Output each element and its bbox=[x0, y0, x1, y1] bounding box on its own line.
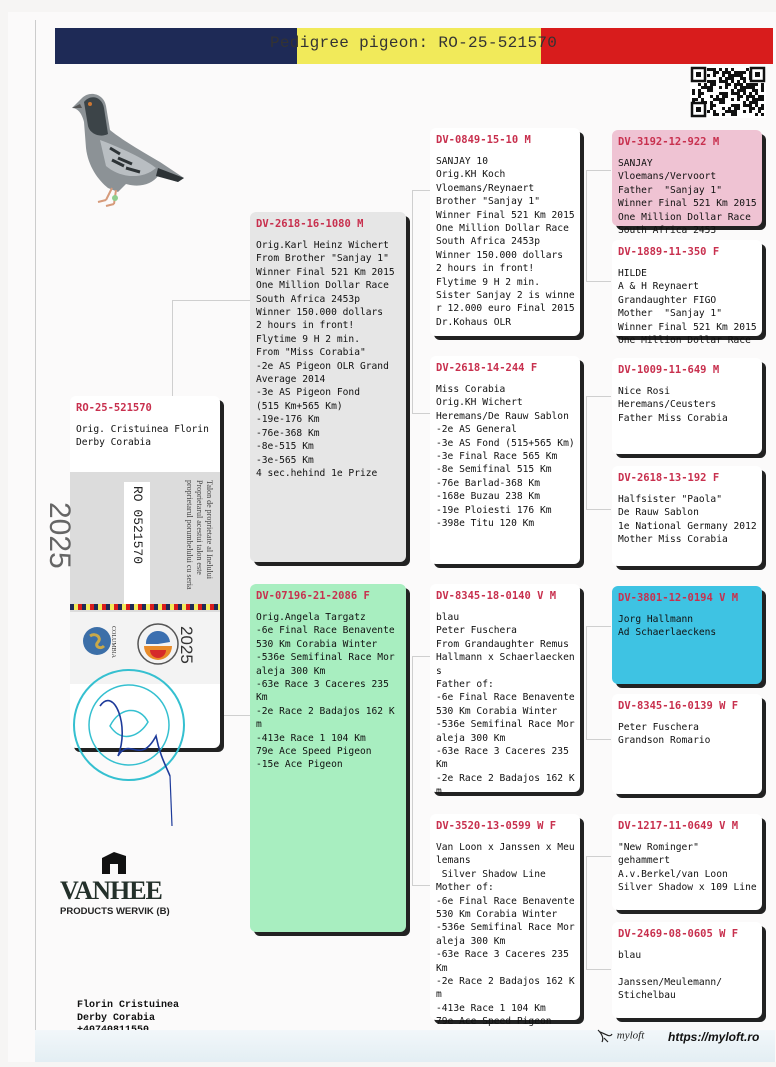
qr-module bbox=[749, 107, 752, 110]
qr-module bbox=[731, 74, 734, 77]
qr-module bbox=[734, 74, 737, 77]
qr-module bbox=[734, 92, 737, 95]
qr-module bbox=[725, 86, 728, 89]
qr-module bbox=[728, 83, 731, 86]
great-grandparent-ring-number: DV-8345-16-0139 W F bbox=[618, 700, 739, 712]
qr-module bbox=[752, 83, 755, 86]
great-grandparent-details: SANJAY Vloemans/Vervoort Father "Sanjay 1" Winner Final 521 Km 2015 One Million Dollar Race South Africa 2453 bbox=[618, 158, 757, 237]
qr-module bbox=[761, 95, 764, 98]
qr-module bbox=[737, 95, 740, 98]
great-grandparent-details: blau Janssen/Meulemann/ Stichelbau bbox=[618, 950, 722, 1002]
qr-module bbox=[758, 107, 761, 110]
qr-module bbox=[710, 80, 713, 83]
great-grandparent-card[interactable] bbox=[612, 466, 762, 566]
qr-module bbox=[731, 98, 734, 101]
grandparent-card[interactable] bbox=[430, 584, 580, 798]
flag-band-blue bbox=[55, 28, 297, 64]
qr-module bbox=[752, 89, 755, 92]
qr-module bbox=[734, 86, 737, 89]
columbia-logo-icon bbox=[134, 620, 182, 668]
qr-module bbox=[710, 68, 713, 71]
qr-module bbox=[719, 86, 722, 89]
club-stamp bbox=[70, 666, 188, 784]
vanhee-name: VANHEE bbox=[60, 876, 162, 905]
qr-module bbox=[710, 89, 713, 92]
great-grandparent-ring-number: DV-3801-12-0194 V M bbox=[618, 592, 739, 604]
great-grandparent-card[interactable] bbox=[612, 814, 762, 910]
qr-module bbox=[737, 89, 740, 92]
sire-card[interactable] bbox=[250, 212, 406, 562]
qr-module bbox=[737, 98, 740, 101]
qr-module bbox=[737, 71, 740, 74]
qr-module bbox=[725, 110, 728, 113]
qr-module bbox=[719, 92, 722, 95]
talon-ring-number: RO 0521570 bbox=[130, 486, 145, 565]
great-grandparent-card[interactable] bbox=[612, 922, 762, 1018]
qr-module bbox=[716, 71, 719, 74]
qr-module bbox=[740, 83, 743, 86]
qr-module bbox=[731, 77, 734, 80]
qr-module bbox=[746, 104, 749, 107]
qr-module bbox=[734, 71, 737, 74]
qr-module bbox=[743, 80, 746, 83]
connector-gp2 bbox=[586, 396, 611, 510]
qr-module bbox=[692, 89, 695, 92]
qr-module bbox=[713, 110, 716, 113]
qr-module bbox=[749, 92, 752, 95]
qr-module bbox=[722, 107, 725, 110]
qr-module bbox=[752, 98, 755, 101]
qr-module bbox=[713, 98, 716, 101]
qr-module bbox=[755, 89, 758, 92]
qr-module bbox=[722, 80, 725, 83]
qr-module bbox=[713, 113, 716, 116]
qr-module bbox=[752, 86, 755, 89]
qr-module bbox=[710, 104, 713, 107]
talon-text-line: proprietarul porumbelului cu seria bbox=[185, 480, 194, 590]
qr-module bbox=[746, 68, 749, 71]
qr-module bbox=[704, 83, 707, 86]
qr-module bbox=[710, 101, 713, 104]
footer-band bbox=[35, 1030, 775, 1062]
columbia-label: COLUMBIA bbox=[110, 626, 116, 659]
great-grandparent-details: "New Rominger" gehammert A.v.Berkel/van Loon Silver Shadow x 109 Line bbox=[618, 842, 757, 894]
grandparent-card[interactable] bbox=[430, 128, 580, 336]
qr-module bbox=[737, 83, 740, 86]
grandparent-details: Miss Corabia Orig.KH Wichert Heremans/De Rauw Sablon -2e AS General -3e AS Fond (515+565 Km) -3e Final Race 565 Km -8e Semifinal 515 Km -76e Barlad-368 Km -168e Buzau 238 Km -19e Ploiesti 176 Km -398e Titu 120 Km bbox=[436, 384, 575, 530]
qr-module bbox=[713, 74, 716, 77]
tricolor-stripe bbox=[70, 604, 220, 610]
qr-module bbox=[725, 95, 728, 98]
qr-module bbox=[713, 80, 716, 83]
qr-module bbox=[734, 83, 737, 86]
qr-module bbox=[719, 80, 722, 83]
subject-ring-number: RO-25-521570 bbox=[76, 402, 152, 414]
qr-module bbox=[728, 74, 731, 77]
qr-module bbox=[740, 86, 743, 89]
grandparent-ring-number: DV-2618-14-244 F bbox=[436, 362, 538, 374]
qr-module bbox=[746, 95, 749, 98]
qr-module bbox=[710, 83, 713, 86]
page-edge bbox=[35, 20, 36, 1062]
qr-module bbox=[710, 95, 713, 98]
qr-module bbox=[716, 95, 719, 98]
qr-module bbox=[761, 89, 764, 92]
qr-module bbox=[701, 92, 704, 95]
qr-module bbox=[755, 98, 758, 101]
great-grandparent-details: Jorg Hallmann Ad Schaerlaeckens bbox=[618, 614, 717, 639]
qr-module bbox=[731, 110, 734, 113]
myloft-bird-icon bbox=[596, 1028, 614, 1044]
qr-module bbox=[713, 68, 716, 71]
talon-text-line: Talon de proprietate al Inelului bbox=[205, 480, 214, 579]
qr-module bbox=[728, 107, 731, 110]
qr-module bbox=[749, 95, 752, 98]
qr-module bbox=[743, 89, 746, 92]
great-grandparent-card[interactable] bbox=[612, 130, 762, 237]
qr-module bbox=[701, 86, 704, 89]
connector-gp4 bbox=[586, 856, 611, 970]
qr-module bbox=[731, 92, 734, 95]
qr-module bbox=[737, 74, 740, 77]
qr-module bbox=[761, 98, 764, 101]
great-grandparent-details: Nice Rosi Heremans/Ceusters Father Miss Corabia bbox=[618, 386, 728, 424]
qr-module bbox=[737, 80, 740, 83]
qr-module bbox=[719, 77, 722, 80]
qr-module bbox=[755, 104, 758, 107]
qr-module bbox=[707, 110, 710, 113]
qr-module bbox=[725, 92, 728, 95]
qr-module bbox=[761, 83, 764, 86]
talon-year: 2025 bbox=[43, 502, 76, 569]
qr-module bbox=[722, 74, 725, 77]
qr-module bbox=[722, 98, 725, 101]
great-grandparent-ring-number: DV-3192-12-922 M bbox=[618, 136, 720, 148]
qr-module bbox=[728, 110, 731, 113]
qr-module bbox=[740, 95, 743, 98]
great-grandparent-card[interactable] bbox=[612, 240, 762, 347]
qr-module bbox=[692, 92, 695, 95]
qr-module bbox=[755, 83, 758, 86]
qr-module bbox=[755, 92, 758, 95]
qr-module bbox=[731, 68, 734, 71]
qr-module bbox=[695, 98, 698, 101]
great-grandparent-card[interactable] bbox=[612, 586, 762, 684]
qr-module bbox=[761, 107, 764, 110]
qr-module bbox=[743, 71, 746, 74]
qr-module bbox=[716, 113, 719, 116]
talon-text-line: Proprietarul acestui talon este bbox=[195, 480, 204, 575]
subject-details: Orig. Cristuinea Florin Derby Corabia bbox=[76, 424, 209, 449]
qr-module bbox=[740, 71, 743, 74]
qr-module bbox=[752, 107, 755, 110]
vanhee-subtitle: PRODUCTS WERVIK (B) bbox=[60, 906, 170, 917]
connector-sire-grandparents bbox=[412, 190, 431, 414]
qr-module bbox=[761, 86, 764, 89]
qr-module bbox=[731, 113, 734, 116]
qr-module bbox=[725, 71, 728, 74]
grandparent-ring-number: DV-3520-13-0599 W F bbox=[436, 820, 557, 832]
qr-module bbox=[710, 86, 713, 89]
qr-module bbox=[710, 107, 713, 110]
qr-module bbox=[734, 107, 737, 110]
qr-module bbox=[716, 98, 719, 101]
qr-module bbox=[713, 71, 716, 74]
qr-module bbox=[749, 86, 752, 89]
great-grandparent-ring-number: DV-1217-11-0649 V M bbox=[618, 820, 739, 832]
myloft-logo bbox=[596, 1028, 644, 1044]
grandparent-card[interactable] bbox=[430, 814, 580, 1028]
qr-module bbox=[743, 92, 746, 95]
great-grandparent-details: Halfsister "Paola" De Rauw Sablon 1e National Germany 2012 Mother Miss Corabia bbox=[618, 494, 757, 546]
dam-card[interactable] bbox=[250, 584, 406, 932]
qr-module bbox=[722, 101, 725, 104]
qr-module bbox=[740, 74, 743, 77]
great-grandparent-card[interactable] bbox=[612, 694, 762, 794]
qr-module bbox=[755, 101, 758, 104]
grandparent-details: blau Peter Fuschera From Grandaughter Remus Hallmann x Schaerlaecken s Father of: -6e Final Race Benavente 530 Km Corabia Winter -536e Semifinal Race Mor aleja 300 Km -63e Race 3 Caceres 235 Km -2e Race 2 Badajos 162 K m bbox=[436, 612, 575, 798]
qr-module bbox=[692, 98, 695, 101]
qr-module bbox=[698, 95, 701, 98]
dam-ring-number: DV-07196-21-2086 F bbox=[256, 590, 370, 602]
qr-code-icon bbox=[690, 66, 766, 118]
great-grandparent-details: HILDE A & H Reynaert Grandaughter FIGO Mother "Sanjay 1" Winner Final 521 Km 2015 One Million Dollar Race bbox=[618, 268, 757, 347]
qr-module bbox=[725, 80, 728, 83]
qr-module bbox=[749, 83, 752, 86]
flag-band-red bbox=[541, 28, 773, 64]
page-title: Pedigree pigeon: RO-25-521570 bbox=[270, 34, 558, 52]
great-grandparent-ring-number: DV-1889-11-350 F bbox=[618, 246, 720, 258]
talon-text bbox=[156, 478, 216, 608]
qr-module bbox=[725, 68, 728, 71]
vanhee-house-icon bbox=[100, 852, 128, 874]
qr-module bbox=[704, 86, 707, 89]
qr-module bbox=[713, 104, 716, 107]
myloft-brand: myloft bbox=[616, 1029, 645, 1042]
qr-module bbox=[701, 98, 704, 101]
qr-module bbox=[749, 101, 752, 104]
connector-dam-grandparents bbox=[412, 656, 431, 886]
grandparent-details: Van Loon x Janssen x Meu lemans Silver Shadow Line Mother of: -6e Final Race Benavente 530 Km Corabia Winter -536e Semifinal Race Mor aleja 300 Km -63e Race 3 Caceres 235 Km -2e Race 2 Badajos 162 K m -413e Race 1 104 Km 79e Ace Speed Pigeon bbox=[436, 842, 575, 1028]
qr-module bbox=[734, 104, 737, 107]
qr-module bbox=[698, 83, 701, 86]
qr-module bbox=[737, 92, 740, 95]
qr-module bbox=[719, 101, 722, 104]
qr-module bbox=[749, 104, 752, 107]
qr-module bbox=[758, 98, 761, 101]
vanhee-logo bbox=[60, 852, 180, 917]
qr-module bbox=[707, 68, 710, 71]
qr-module bbox=[722, 113, 725, 116]
qr-module bbox=[725, 77, 728, 80]
qr-module bbox=[722, 71, 725, 74]
connector-gp1 bbox=[586, 170, 611, 282]
contact-club: Derby Corabia bbox=[77, 1012, 156, 1024]
contact-name: Florin Cristuinea bbox=[77, 1000, 180, 1011]
qr-module bbox=[713, 83, 716, 86]
qr-module bbox=[707, 74, 710, 77]
qr-module bbox=[743, 86, 746, 89]
talon-ring-box bbox=[124, 482, 150, 606]
qr-module bbox=[728, 77, 731, 80]
great-grandparent-ring-number: DV-1009-11-649 M bbox=[618, 364, 720, 376]
great-grandparent-details: Peter Fuschera Grandson Romario bbox=[618, 722, 711, 747]
connector-gp3 bbox=[586, 626, 611, 740]
myloft-link[interactable]: https://myloft.ro bbox=[668, 1030, 760, 1044]
qr-module bbox=[743, 104, 746, 107]
qr-module bbox=[740, 77, 743, 80]
qr-module bbox=[743, 77, 746, 80]
great-grandparent-ring-number: DV-2469-08-0605 W F bbox=[618, 928, 739, 940]
qr-module bbox=[746, 83, 749, 86]
qr-module bbox=[698, 89, 701, 92]
qr-module bbox=[734, 113, 737, 116]
qr-module bbox=[749, 110, 752, 113]
great-grandparent-card[interactable] bbox=[612, 358, 762, 454]
qr-module bbox=[743, 110, 746, 113]
qr-module bbox=[731, 80, 734, 83]
grandparent-ring-number: DV-0849-15-10 M bbox=[436, 134, 531, 146]
logo-year: 2025 bbox=[177, 626, 196, 664]
qr-module bbox=[719, 98, 722, 101]
pigeon-photo bbox=[60, 88, 190, 210]
qr-module bbox=[722, 92, 725, 95]
qr-module bbox=[761, 113, 764, 116]
great-grandparent-ring-number: DV-2618-13-192 F bbox=[618, 472, 720, 484]
qr-module bbox=[755, 113, 758, 116]
qr-module bbox=[707, 86, 710, 89]
qr-module bbox=[722, 95, 725, 98]
qr-module bbox=[752, 101, 755, 104]
qr-module bbox=[758, 110, 761, 113]
qr-module bbox=[707, 89, 710, 92]
qr-module bbox=[761, 104, 764, 107]
grandparent-card[interactable] bbox=[430, 356, 580, 564]
qr-module bbox=[707, 80, 710, 83]
qr-module bbox=[746, 98, 749, 101]
qr-module bbox=[719, 68, 722, 71]
sire-ring-number: DV-2618-16-1080 M bbox=[256, 218, 364, 230]
qr-module bbox=[737, 107, 740, 110]
qr-module bbox=[728, 71, 731, 74]
sire-details: Orig.Karl Heinz Wichert From Brother "Sanjay 1" Winner Final 521 Km 2015 One Million Dollar Race South Africa 2453p Winner 150.000 dollars 2 hours in front! Flytime 9 H 2 min. From "Miss Corabia" -2e AS Pigeon OLR Grand Average 2014 -3e AS Pigeon Fond (515 Km+565 Km) -19e-176 Km -76e-368 Km -8e-515 Km -3e-565 Km 4 sec.hehind 1e Prize bbox=[256, 240, 395, 479]
qr-module bbox=[731, 89, 734, 92]
qr-module bbox=[758, 95, 761, 98]
dam-details: Orig.Angela Targatz -6e Final Race Benavente 530 Km Corabia Winter -536e Semifinal Race Mor aleja 300 Km -63e Race 3 Caceres 235 Km -2e Race 2 Badajos 162 K m -413e Race 1 104 Km 79e Ace Speed Pigeon -15e Ace Pigeon bbox=[256, 612, 395, 771]
qr-module bbox=[731, 104, 734, 107]
qr-module bbox=[752, 95, 755, 98]
qr-module bbox=[746, 86, 749, 89]
globe-logo-icon bbox=[80, 624, 114, 658]
qr-module bbox=[743, 101, 746, 104]
grandparent-ring-number: DV-8345-18-0140 V M bbox=[436, 590, 557, 602]
qr-module bbox=[737, 104, 740, 107]
qr-module bbox=[734, 110, 737, 113]
grandparent-details: SANJAY 10 Orig.KH Koch Vloemans/Reynaert Brother "Sanjay 1" Winner Final 521 Km 2015 One Million Dollar Race South Africa 2453p Winner 150.000 dollars 2 hours in front! Flytime 9 H 2 min. Sister Sanjay 2 is winne r 12.000 euro Final 2015 Dr.Kohaus OLR bbox=[436, 156, 575, 328]
qr-module bbox=[725, 83, 728, 86]
qr-module bbox=[740, 89, 743, 92]
qr-module bbox=[698, 92, 701, 95]
ownership-talon bbox=[43, 472, 220, 612]
